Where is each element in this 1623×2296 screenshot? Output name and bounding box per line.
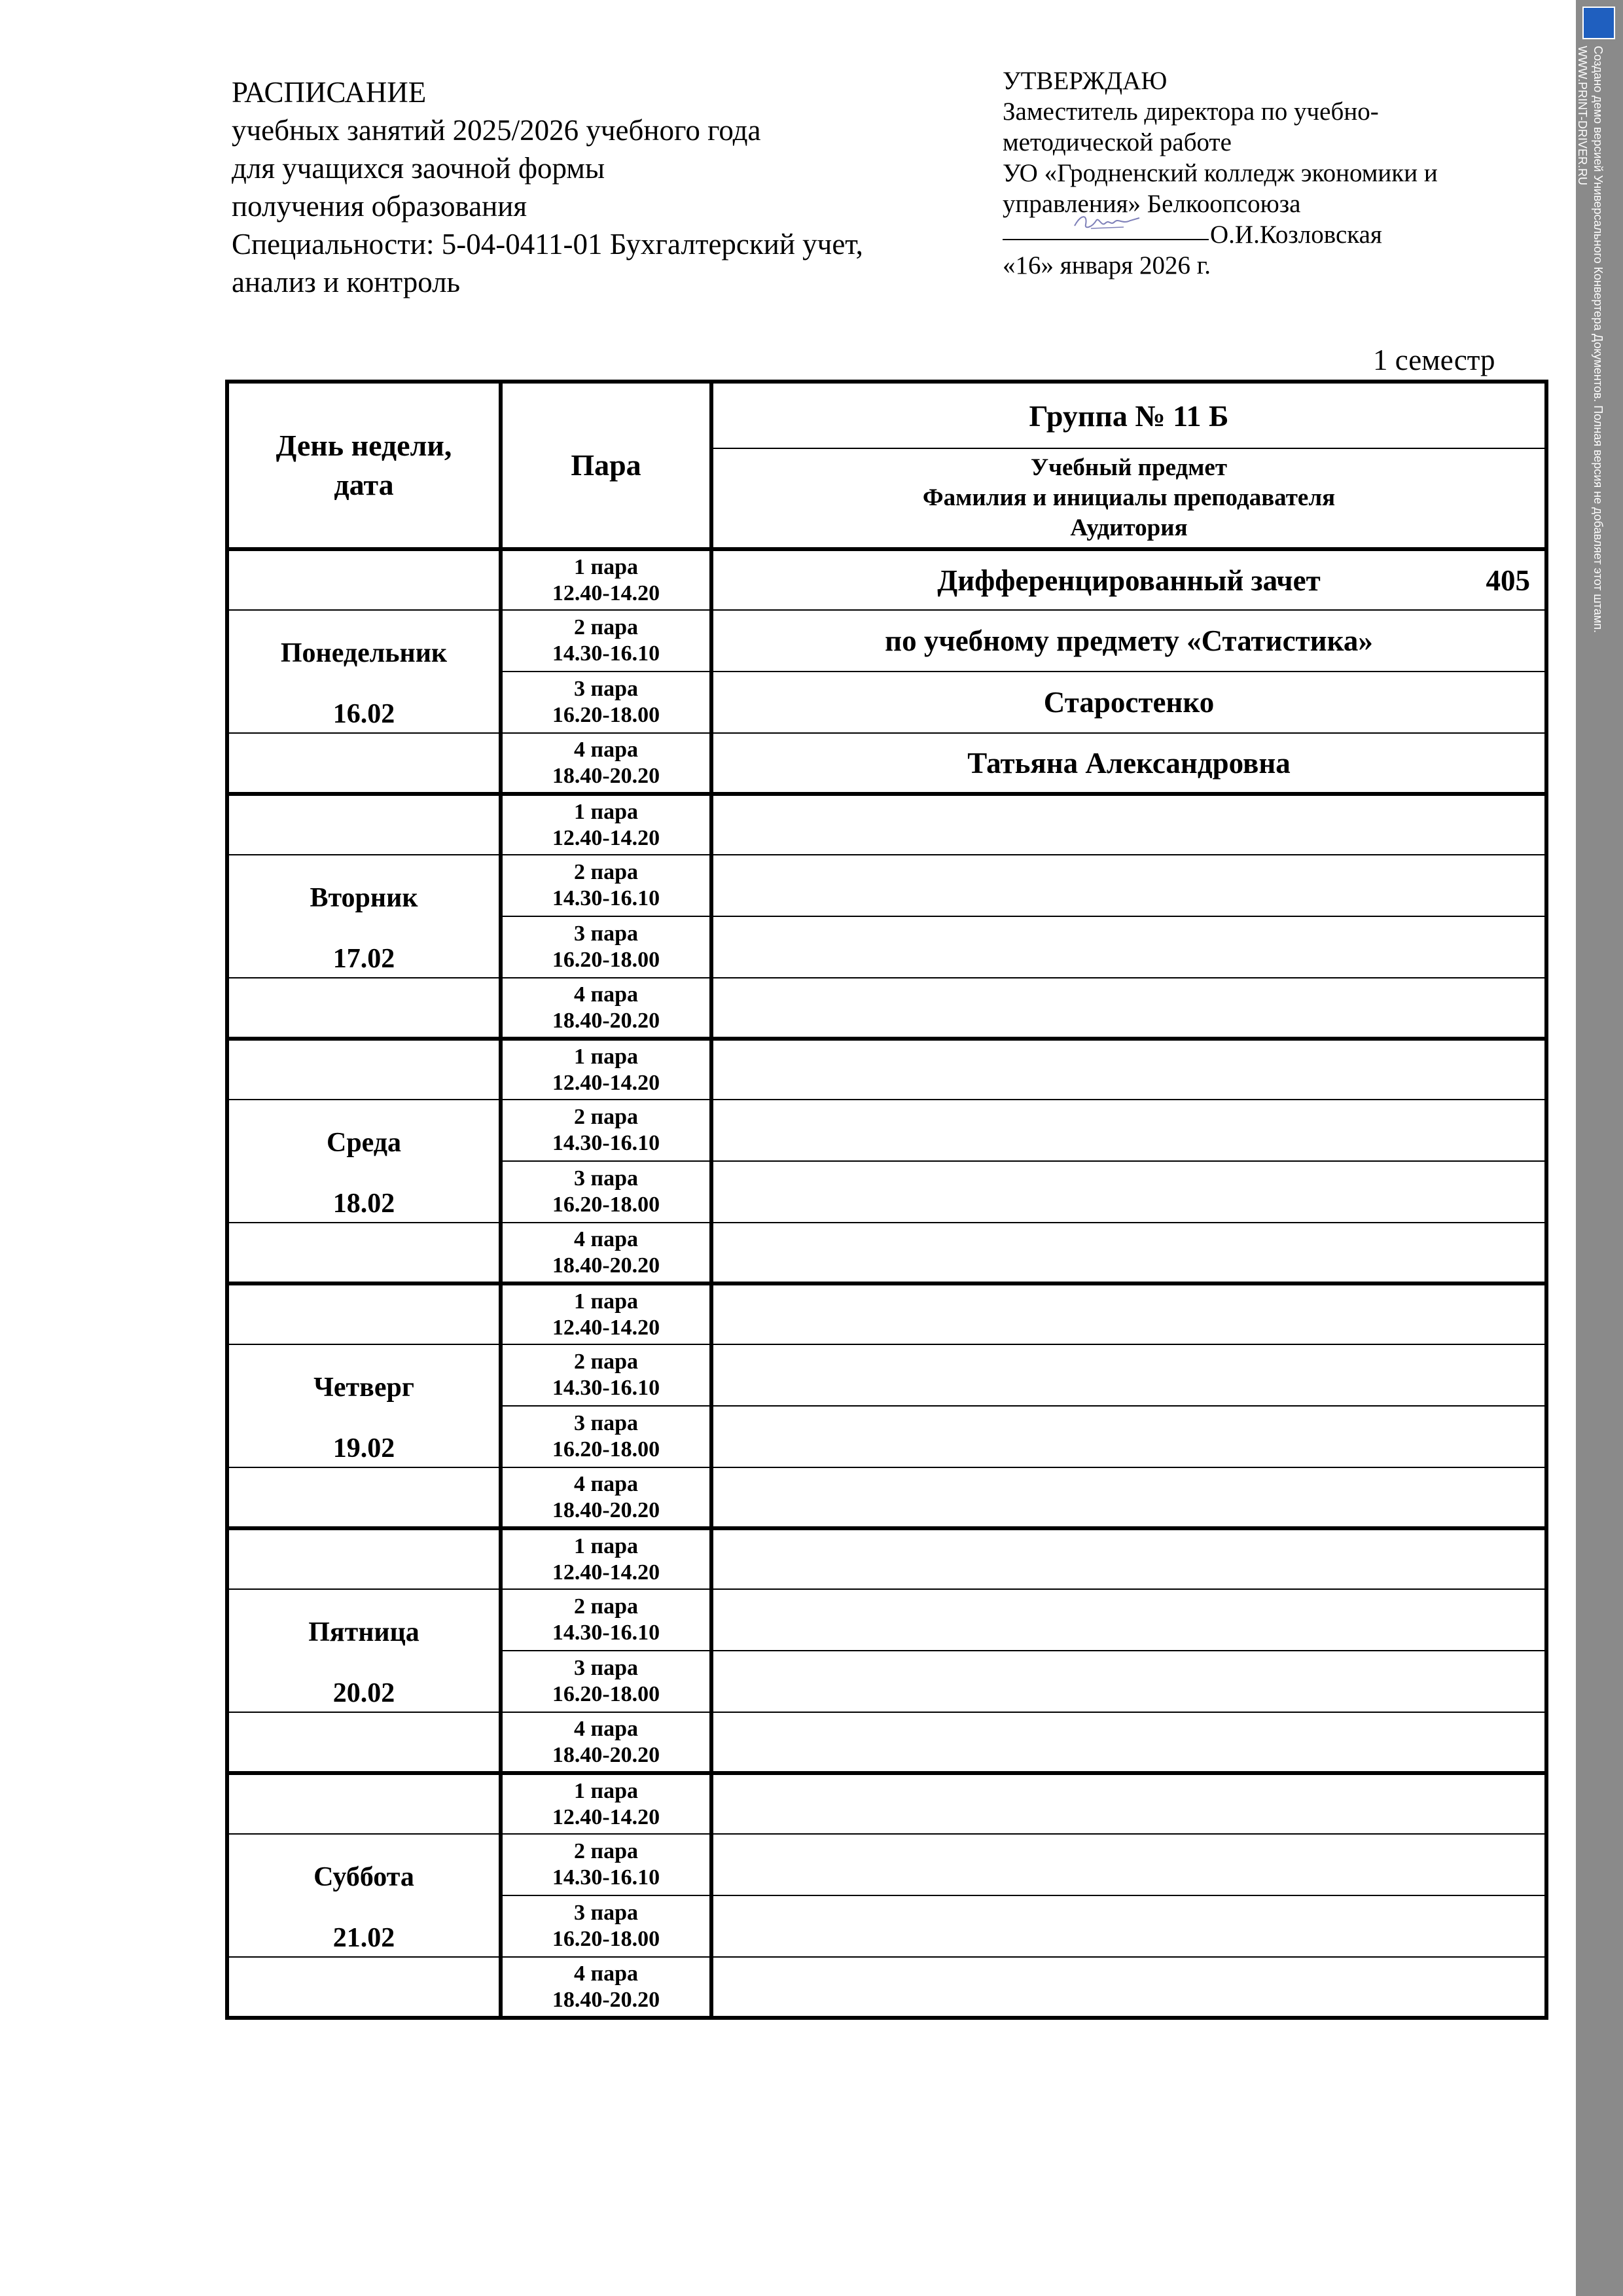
header-teacher: Фамилия и инициалы преподавателя bbox=[922, 484, 1336, 511]
title-line: анализ и контроль bbox=[232, 266, 461, 298]
pair-time: 14.30-16.10 bbox=[552, 1376, 660, 1400]
converter-logo-icon bbox=[1582, 7, 1615, 39]
subject-cell bbox=[711, 549, 1546, 610]
day-cell-empty bbox=[227, 794, 501, 855]
subject-cell bbox=[711, 1712, 1546, 1773]
approval-line: управления» Белкоопсоюза bbox=[1003, 190, 1301, 218]
subject-cell bbox=[711, 916, 1546, 978]
pair-number: 2 пара bbox=[574, 1350, 638, 1374]
pair-number: 3 пара bbox=[574, 1656, 638, 1680]
pair-time: 14.30-16.10 bbox=[552, 886, 660, 910]
pair-cell bbox=[501, 978, 711, 1039]
day-cell-empty bbox=[227, 1957, 501, 2018]
pair-number: 3 пара bbox=[574, 922, 638, 946]
subject-cell bbox=[711, 1467, 1546, 1528]
pair-cell bbox=[501, 794, 711, 855]
signer-name: О.И.Козловская bbox=[1210, 221, 1382, 249]
subject-cell bbox=[711, 1528, 1546, 1589]
header-day-date: День недели, дата bbox=[227, 382, 501, 549]
schedule-row bbox=[227, 1039, 1546, 1100]
pair-time: 14.30-16.10 bbox=[552, 641, 660, 666]
pair-time: 12.40-14.20 bbox=[552, 1070, 660, 1095]
header-group: Группа № 11 Б bbox=[711, 382, 1546, 448]
pair-number: 2 пара bbox=[574, 1839, 638, 1863]
approval-title: УТВЕРЖДАЮ bbox=[1003, 67, 1168, 95]
schedule-table bbox=[225, 380, 1548, 2020]
pair-cell bbox=[501, 1957, 711, 2018]
header-subject: Учебный предмет bbox=[1030, 454, 1228, 481]
pair-time: 14.30-16.10 bbox=[552, 1865, 660, 1890]
pair-cell bbox=[501, 733, 711, 794]
pair-cell bbox=[501, 1344, 711, 1406]
pair-cell bbox=[501, 1589, 711, 1651]
pair-cell bbox=[501, 1039, 711, 1100]
day-cell-empty bbox=[227, 1528, 501, 1589]
pair-time: 16.20-18.00 bbox=[552, 1927, 660, 1951]
pair-number: 1 пара bbox=[574, 554, 638, 579]
schedule-row bbox=[227, 1406, 1546, 1467]
schedule-row bbox=[227, 1344, 1546, 1406]
title-line: учебных занятий 2025/2026 учебного года bbox=[232, 114, 761, 147]
schedule-row bbox=[227, 549, 1546, 610]
signature-line bbox=[1003, 219, 1539, 250]
pair-cell bbox=[501, 1895, 711, 1957]
schedule-row bbox=[227, 1100, 1546, 1161]
subject-text: Татьяна Александровна bbox=[967, 746, 1291, 780]
day-date: 18.02 bbox=[227, 1161, 501, 1223]
subject-cell bbox=[711, 1283, 1546, 1344]
subject-cell bbox=[711, 610, 1546, 672]
day-date: 20.02 bbox=[227, 1651, 501, 1712]
subject-text: Дифференцированный зачет bbox=[937, 564, 1321, 597]
subject-cell bbox=[711, 978, 1546, 1039]
header-subject-info bbox=[711, 448, 1546, 549]
title-line: для учащихся заочной формы bbox=[232, 152, 605, 185]
pair-time: 16.20-18.00 bbox=[552, 1437, 660, 1462]
pair-number: 3 пара bbox=[574, 677, 638, 701]
subject-cell bbox=[711, 1773, 1546, 1834]
pair-cell bbox=[501, 1100, 711, 1161]
pair-time: 18.40-20.20 bbox=[552, 1987, 660, 2012]
day-date: 17.02 bbox=[227, 916, 501, 978]
title-line: Специальности: 5-04-0411-01 Бухгалтерский учет, bbox=[232, 228, 863, 260]
pair-number: 3 пара bbox=[574, 1901, 638, 1925]
schedule-row bbox=[227, 1223, 1546, 1283]
subject-cell bbox=[711, 794, 1546, 855]
subject-cell bbox=[711, 1895, 1546, 1957]
pair-number: 1 пара bbox=[574, 1044, 638, 1069]
approval-line: методической работе bbox=[1003, 128, 1232, 156]
schedule-row bbox=[227, 1834, 1546, 1895]
pair-cell bbox=[501, 1773, 711, 1834]
pair-number: 3 пара bbox=[574, 1411, 638, 1435]
pair-number: 2 пара bbox=[574, 615, 638, 639]
schedule-row bbox=[227, 1712, 1546, 1773]
pair-number: 4 пара bbox=[574, 1227, 638, 1251]
pair-number: 1 пара bbox=[574, 1778, 638, 1803]
subject-cell bbox=[711, 1406, 1546, 1467]
schedule-row bbox=[227, 1283, 1546, 1344]
schedule-row bbox=[227, 610, 1546, 672]
signature-underline bbox=[1003, 239, 1209, 240]
subject-cell bbox=[711, 672, 1546, 733]
day-date: 21.02 bbox=[227, 1895, 501, 1957]
pair-number: 2 пара bbox=[574, 860, 638, 884]
day-cell-empty bbox=[227, 1773, 501, 1834]
schedule-row bbox=[227, 1467, 1546, 1528]
pair-time: 18.40-20.20 bbox=[552, 1498, 660, 1522]
subject-text: Старостенко bbox=[1043, 686, 1215, 719]
pair-time: 16.20-18.00 bbox=[552, 1193, 660, 1217]
day-name: Понедельник bbox=[227, 610, 501, 672]
pair-time: 18.40-20.20 bbox=[552, 1253, 660, 1278]
pair-cell bbox=[501, 610, 711, 672]
pair-number: 4 пара bbox=[574, 982, 638, 1007]
title-line: получения образования bbox=[232, 190, 527, 223]
subject-cell bbox=[711, 1651, 1546, 1712]
approval-date: «16» января 2026 г. bbox=[1003, 251, 1211, 279]
room-number: 405 bbox=[1486, 564, 1530, 597]
approval-line: Заместитель директора по учебно- bbox=[1003, 98, 1379, 126]
subject-cell bbox=[711, 1834, 1546, 1895]
pair-cell bbox=[501, 1651, 711, 1712]
pair-number: 2 пара bbox=[574, 1105, 638, 1129]
schedule-row bbox=[227, 1895, 1546, 1957]
pair-cell bbox=[501, 1223, 711, 1283]
day-cell-empty bbox=[227, 549, 501, 610]
schedule-row bbox=[227, 794, 1546, 855]
pair-number: 4 пара bbox=[574, 1471, 638, 1496]
subject-cell bbox=[711, 1957, 1546, 2018]
subject-cell bbox=[711, 1344, 1546, 1406]
pair-number: 3 пара bbox=[574, 1166, 638, 1191]
subject-cell bbox=[711, 1161, 1546, 1223]
pair-cell bbox=[501, 1283, 711, 1344]
pair-time: 16.20-18.00 bbox=[552, 703, 660, 727]
pair-cell bbox=[501, 1712, 711, 1773]
schedule-row bbox=[227, 1528, 1546, 1589]
pair-cell bbox=[501, 855, 711, 916]
subject-cell bbox=[711, 1589, 1546, 1651]
pair-cell bbox=[501, 1406, 711, 1467]
pair-cell bbox=[501, 1161, 711, 1223]
pair-cell bbox=[501, 1467, 711, 1528]
schedule-row bbox=[227, 978, 1546, 1039]
pair-cell bbox=[501, 549, 711, 610]
schedule-row bbox=[227, 1957, 1546, 2018]
day-name: Пятница bbox=[227, 1589, 501, 1651]
day-cell-empty bbox=[227, 1223, 501, 1283]
pair-time: 12.40-14.20 bbox=[552, 1560, 660, 1585]
day-name: Четверг bbox=[227, 1344, 501, 1406]
pair-cell bbox=[501, 672, 711, 733]
subject-text: по учебному предмету «Статистика» bbox=[885, 624, 1373, 657]
header-pair: Пара bbox=[501, 382, 711, 549]
handwritten-signature bbox=[1071, 207, 1143, 234]
subject-cell bbox=[711, 1100, 1546, 1161]
day-cell-empty bbox=[227, 978, 501, 1039]
pair-time: 12.40-14.20 bbox=[552, 1804, 660, 1829]
schedule-row bbox=[227, 1773, 1546, 1834]
day-name: Среда bbox=[227, 1100, 501, 1161]
subject-cell bbox=[711, 1039, 1546, 1100]
pair-time: 14.30-16.10 bbox=[552, 1131, 660, 1155]
pair-cell bbox=[501, 1834, 711, 1895]
pair-time: 18.40-20.20 bbox=[552, 763, 660, 788]
subject-cell bbox=[711, 733, 1546, 794]
header-room: Аудитория bbox=[1070, 514, 1188, 541]
day-cell-empty bbox=[227, 1712, 501, 1773]
pair-number: 4 пара bbox=[574, 737, 638, 762]
stamp-line: WWW.PRINT-DRIVER.RU bbox=[1576, 46, 1589, 185]
day-cell-empty bbox=[227, 733, 501, 794]
schedule-row bbox=[227, 1161, 1546, 1223]
pair-time: 16.20-18.00 bbox=[552, 1682, 660, 1706]
day-date: 19.02 bbox=[227, 1406, 501, 1467]
schedule-row bbox=[227, 733, 1546, 794]
day-name: Суббота bbox=[227, 1834, 501, 1895]
pair-time: 12.40-14.20 bbox=[552, 825, 660, 850]
pair-number: 1 пара bbox=[574, 1534, 638, 1558]
pair-number: 1 пара bbox=[574, 799, 638, 824]
stamp-line: Создано демо версией Универсального Конвертера Документов. Полная версия не добавляет этот штамп. bbox=[1592, 46, 1605, 633]
schedule-row bbox=[227, 672, 1546, 733]
pair-number: 1 пара bbox=[574, 1289, 638, 1314]
schedule-row bbox=[227, 1589, 1546, 1651]
demo-stamp-text bbox=[1575, 46, 1606, 633]
pair-cell bbox=[501, 916, 711, 978]
pair-number: 4 пара bbox=[574, 1716, 638, 1741]
schedule-row bbox=[227, 916, 1546, 978]
day-cell-empty bbox=[227, 1467, 501, 1528]
schedule-row bbox=[227, 855, 1546, 916]
pair-time: 12.40-14.20 bbox=[552, 1315, 660, 1340]
pair-time: 14.30-16.10 bbox=[552, 1621, 660, 1645]
subject-cell bbox=[711, 855, 1546, 916]
title-line: РАСПИСАНИЕ bbox=[232, 76, 427, 109]
day-date: 16.02 bbox=[227, 672, 501, 733]
approval-block bbox=[1003, 65, 1539, 281]
pair-cell bbox=[501, 1528, 711, 1589]
pair-number: 2 пара bbox=[574, 1594, 638, 1619]
day-cell-empty bbox=[227, 1283, 501, 1344]
pair-time: 18.40-20.20 bbox=[552, 1008, 660, 1033]
demo-stamp-strip bbox=[1576, 0, 1623, 2296]
pair-number: 4 пара bbox=[574, 1961, 638, 1986]
day-name: Вторник bbox=[227, 855, 501, 916]
pair-time: 16.20-18.00 bbox=[552, 948, 660, 972]
document-title-block bbox=[232, 73, 965, 301]
schedule-row bbox=[227, 1651, 1546, 1712]
pair-time: 12.40-14.20 bbox=[552, 581, 660, 605]
subject-cell bbox=[711, 1223, 1546, 1283]
day-cell-empty bbox=[227, 1039, 501, 1100]
pair-time: 18.40-20.20 bbox=[552, 1742, 660, 1767]
approval-line: УО «Гродненский колледж экономики и bbox=[1003, 159, 1438, 187]
semester-label: 1 семестр bbox=[1373, 344, 1495, 376]
